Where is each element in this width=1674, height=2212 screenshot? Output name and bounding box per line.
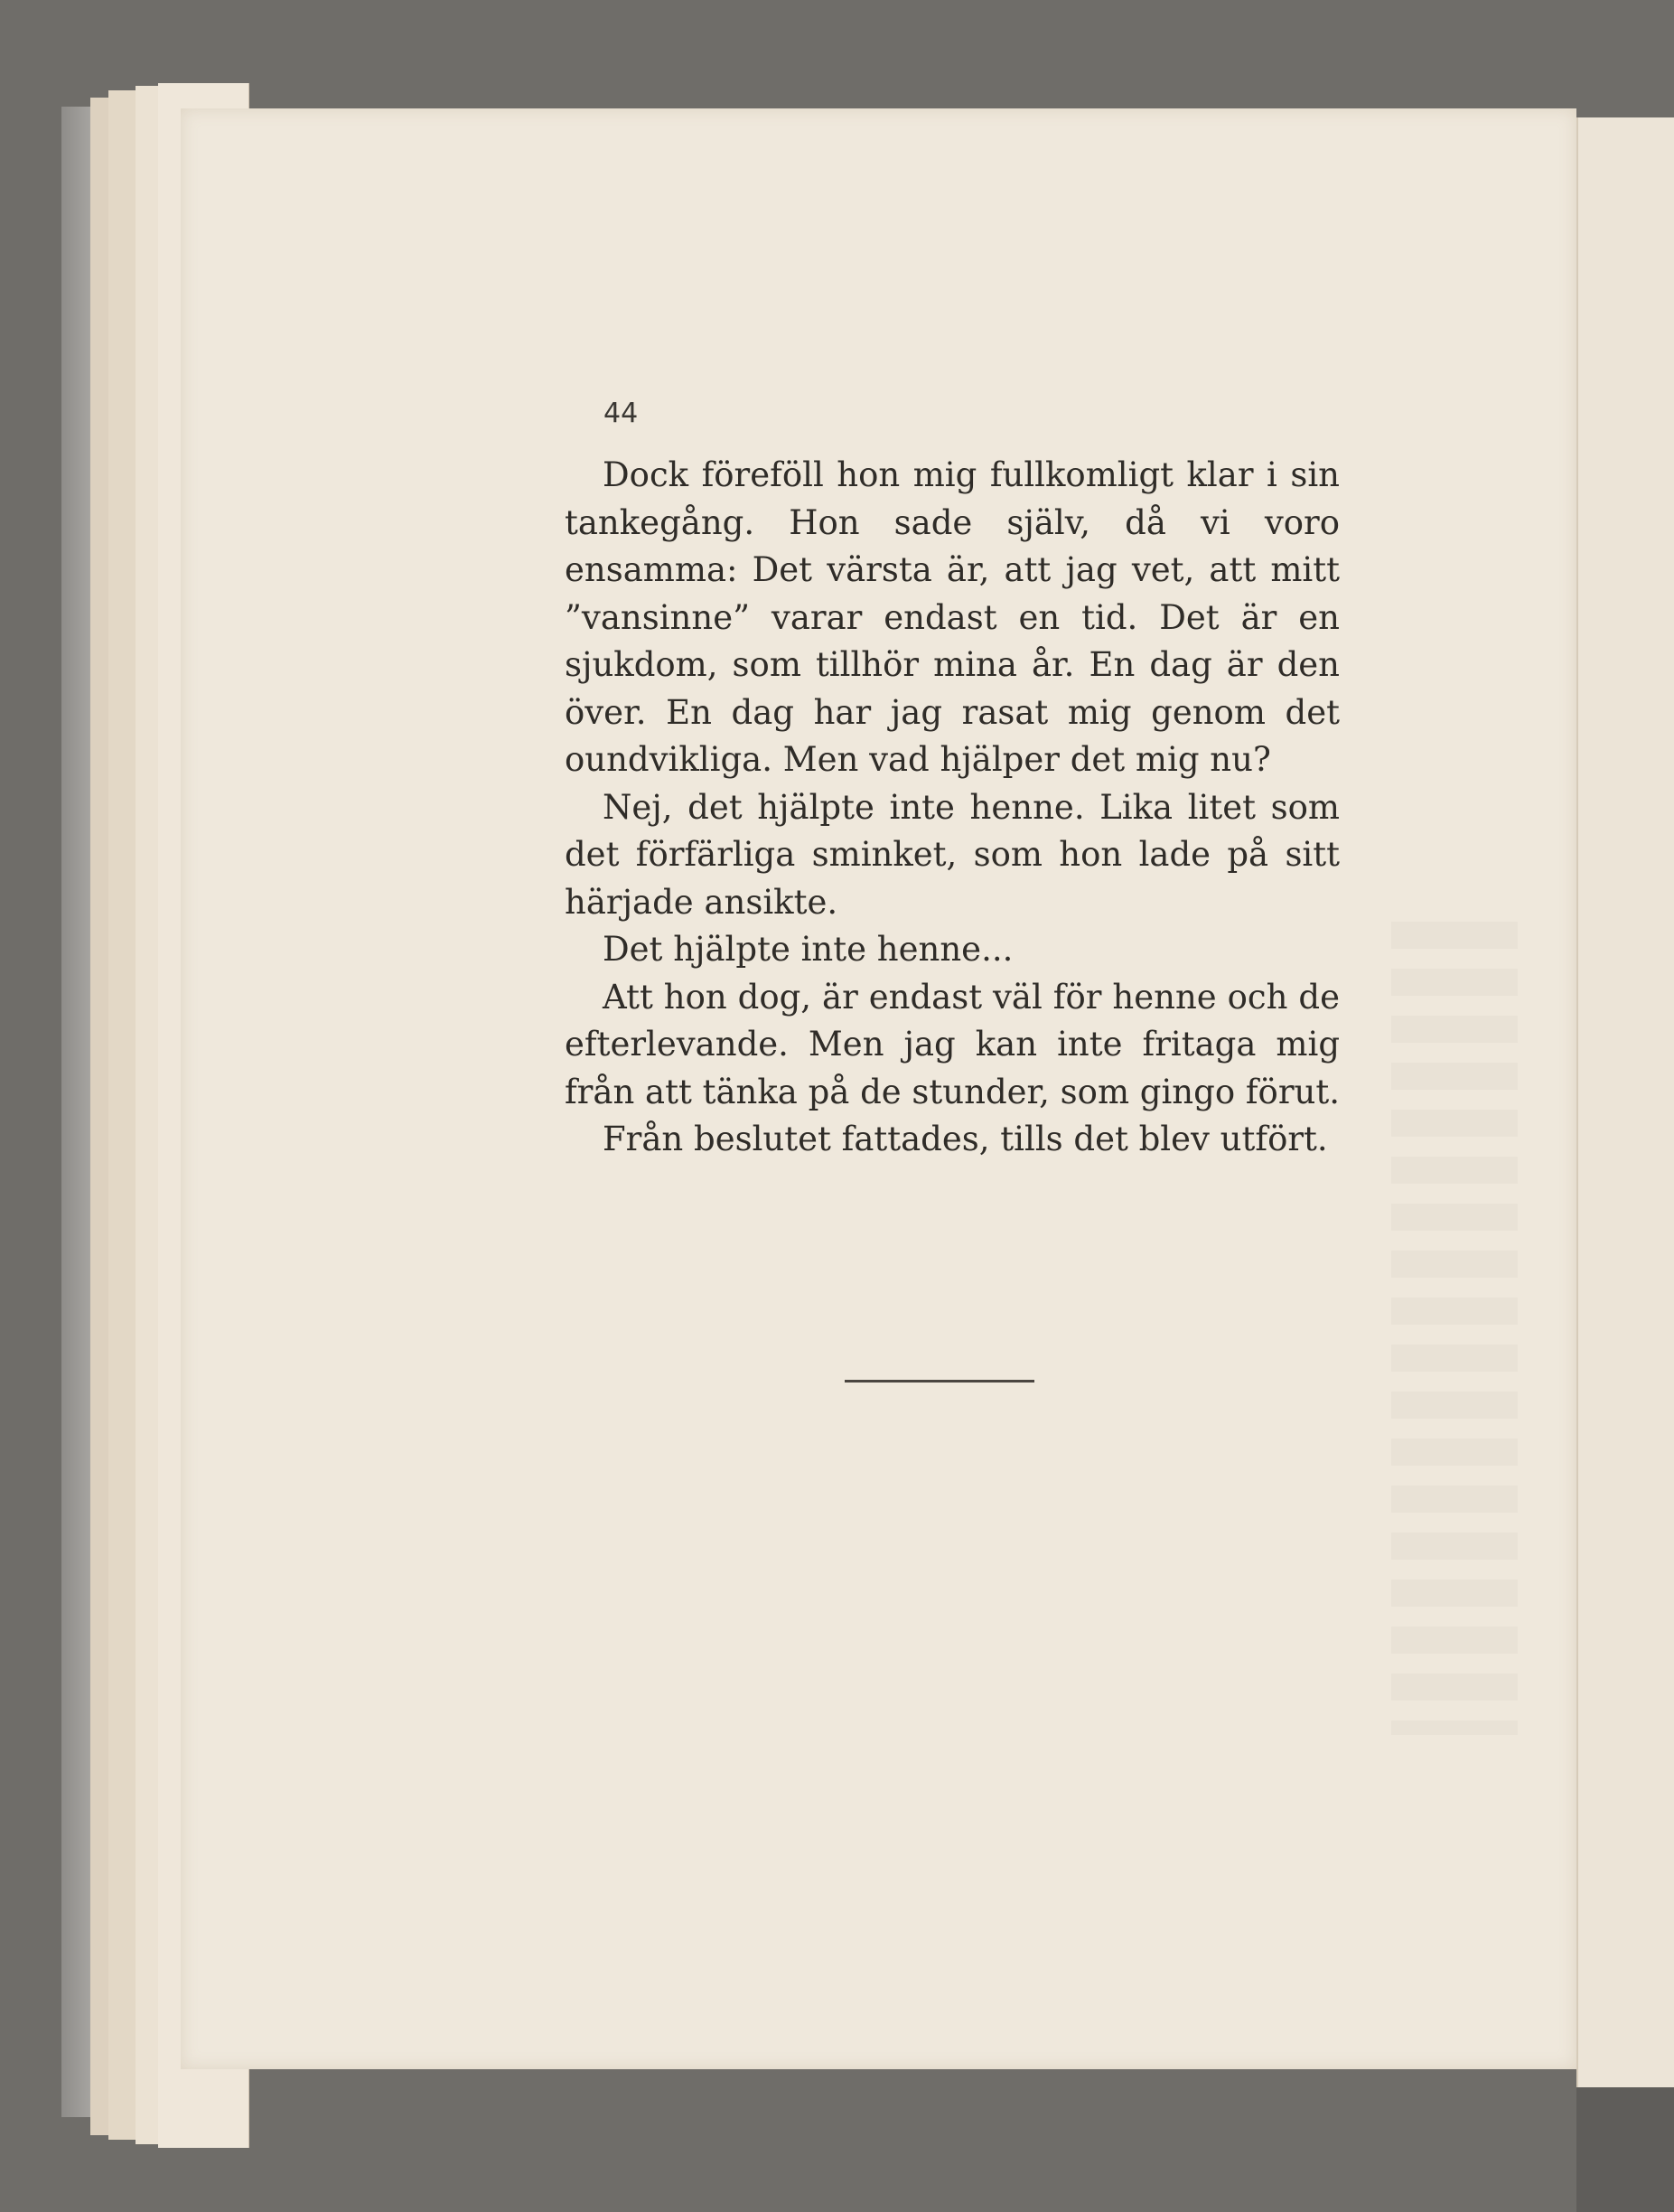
background-surface <box>1576 2087 1674 2212</box>
paragraph: Från beslutet fattades, tills det blev utfört. <box>603 1120 1328 1158</box>
paragraph: Nej, det hjälpte inte henne. Lika litet som det förfärliga sminket, som hon lade på sitt härjade ansikte. <box>565 787 1340 922</box>
paragraph: Att hon dog, är endast väl för henne och de efterlevande. Men jag kan inte fritaga mig från att tänka på de stunder, som gingo förut. <box>565 977 1340 1111</box>
page-number: 44 <box>603 398 639 429</box>
body-text <box>565 452 1340 1164</box>
paragraph: Det hjälpte inte henne... <box>603 930 1014 969</box>
paragraph: Dock föreföll hon mig fullkomligt klar i sin tankegång. Hon sade själv, då vi voro ensamma: Det värsta är, att jag vet, att mitt ”vansinne” varar endast en tid. Det är en sjukdom, som tillhör mina år. En dag är den över. En dag har jag rasat mig genom det oundvikliga. Men vad hjälper det mig nu? <box>565 455 1340 779</box>
show-through-text <box>1391 922 1518 1735</box>
facing-page-edge <box>1576 117 1674 2096</box>
section-end-rule <box>845 1380 1034 1382</box>
